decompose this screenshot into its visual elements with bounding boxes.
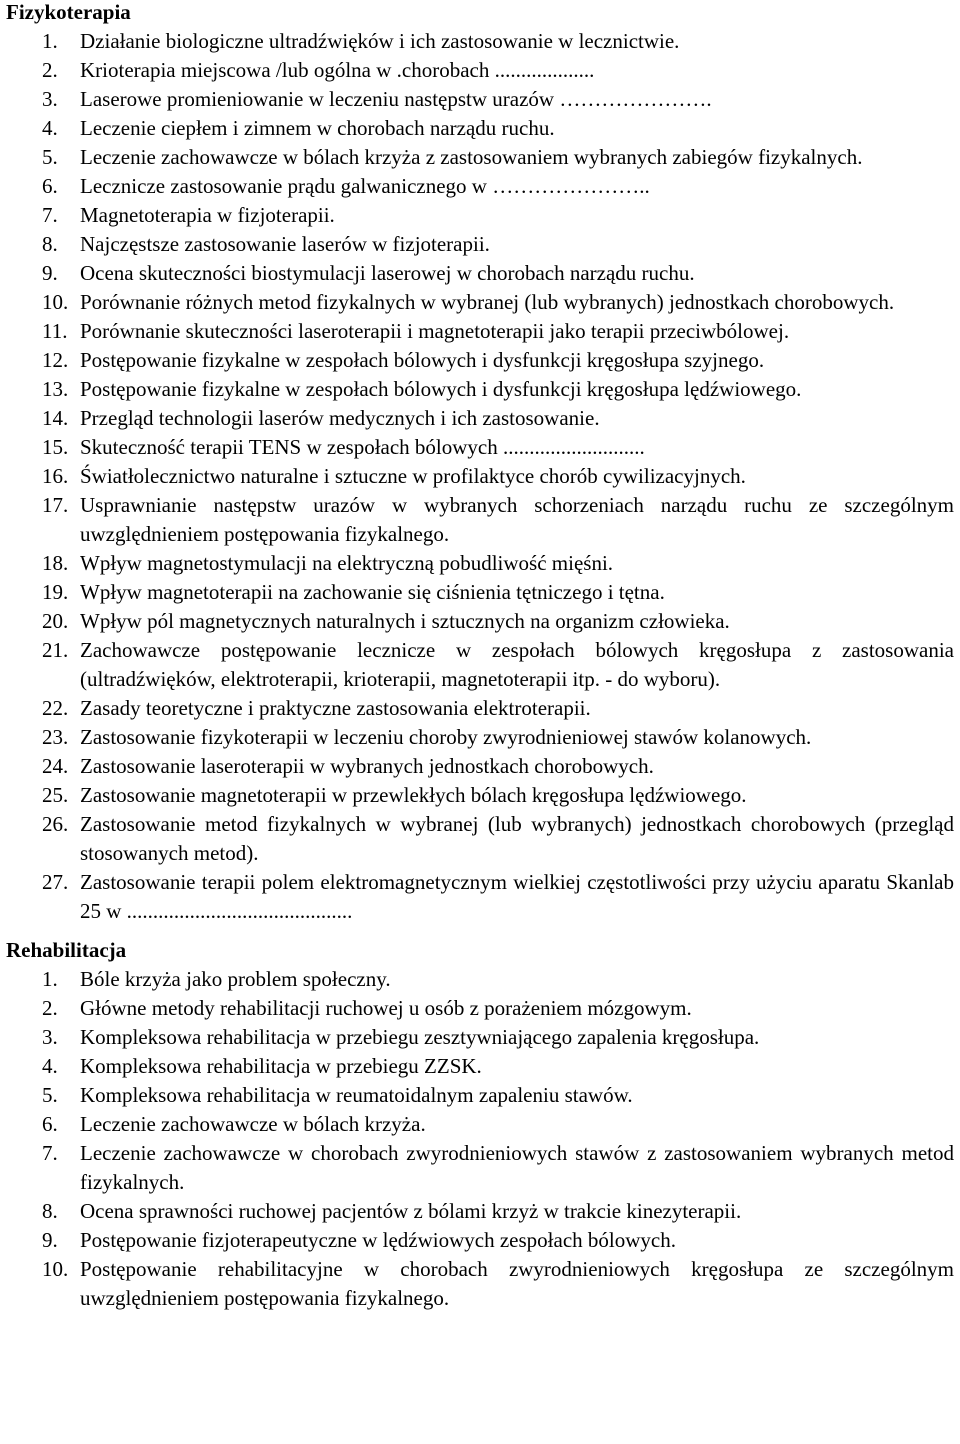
list-item [6,868,954,926]
list-item-text: Ocena sprawności ruchowej pacjentów z bólami krzyż w trakcie kinezyterapii. [80,1199,742,1223]
list-item-number-text: 26. [42,812,69,836]
list-item-number [6,1023,80,1052]
list-item-text: Postępowanie fizykalne w zespołach bólowych i dysfunkcji kręgosłupa szyjnego. [80,348,765,372]
list-item-text: Postępowanie fizykalne w zespołach bólowych i dysfunkcji kręgosłupa lędźwiowego. [80,377,802,401]
list-item-number-text: 21. [42,638,69,662]
list-item-number-text: 10. [42,290,69,314]
list-item [6,1197,954,1226]
list-item-number-text: 14. [42,406,69,430]
list-item-text: Wpływ magnetostymulacji na elektryczną pobudliwość mięśni. [80,551,614,575]
list-item-text: Zastosowanie terapii polem elektromagnetycznym wielkiej częstotliwości przy użyciu aparatu Skanlab 25 w ........................................... [80,870,954,923]
list-item-number [6,781,80,810]
list-item-number-text: 4. [42,1054,58,1078]
list-item-text: Skuteczność terapii TENS w zespołach bólowych ........................... [80,435,645,459]
list-item-text: Zastosowanie metod fizykalnych w wybranej (lub wybranych) jednostkach chorobowych (przegląd stosowanych metod). [80,812,954,865]
list-item-number [6,288,80,317]
list-item-number-text: 5. [42,1083,58,1107]
list-item-number-text: 2. [42,58,58,82]
list-item [6,1052,954,1081]
list-item-number [6,172,80,201]
list-item-number-text: 10. [42,1257,69,1281]
list-item-number [6,994,80,1023]
list-item-text: Zasady teoretyczne i praktyczne zastosowania elektroterapii. [80,696,591,720]
list-item-number-text: 16. [42,464,69,488]
list-item-number-text: 11. [42,319,68,343]
list-item [6,994,954,1023]
list-item-text: Postępowanie rehabilitacyjne w chorobach zwyrodnieniowych kręgosłupa ze szczególnym uwzględnieniem postępowania fizykalnego. [80,1257,954,1310]
list-item-number-text: 8. [42,1199,58,1223]
list-item-text: Usprawnianie następstw urazów w wybranych schorzeniach narządu ruchu ze szczególnym uwzględnieniem postępowania fizykalnego. [80,493,954,546]
list-item-text: Lecznicze zastosowanie prądu galwanicznego w ………………….. [80,174,650,198]
list-item-number-text: 17. [42,493,69,517]
list-item-number-text: 5. [42,145,58,169]
list-item-text: Laserowe promieniowanie w leczeniu następstw urazów …………………. [80,87,712,111]
list-item [6,549,954,578]
list-item [6,56,954,85]
list-item-text: Leczenie zachowawcze w bólach krzyża z zastosowaniem wybranych zabiegów fizykalnych. [80,145,863,169]
list-item-number-text: 9. [42,261,58,285]
list-item-number-text: 20. [42,609,69,633]
list-item-number [6,375,80,404]
list-item [6,1255,954,1313]
list-item-number [6,491,80,520]
list-item-number-text: 1. [42,967,58,991]
list-item [6,433,954,462]
list-item [6,317,954,346]
list-item-number-text: 1. [42,29,58,53]
list-item [6,172,954,201]
list-item-text: Działanie biologiczne ultradźwięków i ich zastosowanie w lecznictwie. [80,29,680,53]
list-item-text: Leczenie zachowawcze w bólach krzyża. [80,1112,426,1136]
list-item-text: Zastosowanie laseroterapii w wybranych jednostkach chorobowych. [80,754,654,778]
list-item-number-text: 6. [42,1112,58,1136]
list-item-number [6,27,80,56]
list-item-number [6,1226,80,1255]
list-item-number [6,1197,80,1226]
list-item [6,114,954,143]
list-item-text: Kompleksowa rehabilitacja w reumatoidalnym zapaleniu stawów. [80,1083,633,1107]
list-item-number-text: 23. [42,725,69,749]
list-item-number [6,259,80,288]
list-item-text: Zastosowanie fizykoterapii w leczeniu choroby zwyrodnieniowej stawów kolanowych. [80,725,812,749]
list-item-number [6,56,80,85]
list-item-number-text: 7. [42,1141,58,1165]
list-item-text: Kompleksowa rehabilitacja w przebiegu zesztywniającego zapalenia kręgosłupa. [80,1025,760,1049]
list-item-text: Przegląd technologii laserów medycznych i ich zastosowanie. [80,406,600,430]
section-title-fizykoterapia: Fizykoterapia [6,0,131,24]
list-item [6,1226,954,1255]
list-item [6,143,954,172]
list-item-text: Zastosowanie magnetoterapii w przewlekłych bólach kręgosłupa lędźwiowego. [80,783,747,807]
list-item-number-text: 12. [42,348,69,372]
list-item-number [6,752,80,781]
list-item-text: Najczęstsze zastosowanie laserów w fizjoterapii. [80,232,490,256]
list-item-number-text: 22. [42,696,69,720]
list-item-number [6,1110,80,1139]
list-item-number [6,1081,80,1110]
list-item-number [6,636,80,665]
list-item [6,607,954,636]
list-item [6,259,954,288]
list-item [6,375,954,404]
list-item-number-text: 7. [42,203,58,227]
list-item-number-text: 27. [42,870,69,894]
list-item-number [6,346,80,375]
list-item-number-text: 9. [42,1228,58,1252]
list-item [6,288,954,317]
list-item-number-text: 8. [42,232,58,256]
list-item-number [6,868,80,897]
list-item [6,27,954,56]
list-item [6,1110,954,1139]
list-item-text: Porównanie różnych metod fizykalnych w wybranej (lub wybranych) jednostkach chorobowych. [80,290,895,314]
list-item [6,578,954,607]
list-item [6,346,954,375]
list-item-text: Ocena skuteczności biostymulacji laserowej w chorobach narządu ruchu. [80,261,695,285]
list-item-number [6,1052,80,1081]
list-item [6,723,954,752]
list-item-number-text: 19. [42,580,69,604]
list-item [6,1023,954,1052]
list-item-text: Kompleksowa rehabilitacja w przebiegu ZZSK. [80,1054,482,1078]
list-item [6,201,954,230]
list-item-number [6,1255,80,1284]
list-item-text: Główne metody rehabilitacji ruchowej u osób z porażeniem mózgowym. [80,996,692,1020]
list-item-number-text: 25. [42,783,69,807]
list-item-number [6,694,80,723]
list-item [6,965,954,994]
list-item-number [6,201,80,230]
list-item [6,491,954,549]
list-item-number [6,549,80,578]
list-item [6,462,954,491]
list-item-text: Wpływ pól magnetycznych naturalnych i sztucznych na organizm człowieka. [80,609,730,633]
list-item [6,781,954,810]
list-item-text: Postępowanie fizjoterapeutyczne w lędźwiowych zespołach bólowych. [80,1228,676,1252]
list-item-text: Magnetoterapia w fizjoterapii. [80,203,335,227]
list-item-number [6,578,80,607]
list-item-text: Krioterapia miejscowa /lub ogólna w .chorobach ................... [80,58,595,82]
list-item-number [6,1139,80,1168]
list-item-number [6,462,80,491]
list-item-text: Leczenie zachowawcze w chorobach zwyrodnieniowych stawów z zastosowaniem wybranych metod fizykalnych. [80,1141,954,1194]
list-item [6,694,954,723]
list-item-number [6,723,80,752]
list-item-number [6,607,80,636]
list-item-number [6,433,80,462]
list-item [6,404,954,433]
list-item-number-text: 4. [42,116,58,140]
list-item-number [6,230,80,259]
list-item [6,85,954,114]
list-item [6,752,954,781]
list-item-number [6,143,80,172]
list-item-number [6,965,80,994]
list-item-number-text: 6. [42,174,58,198]
section-title-rehabilitacja: Rehabilitacja [6,938,127,962]
list-item [6,1081,954,1110]
list-item [6,636,954,694]
list-item [6,1139,954,1197]
list-item-text: Wpływ magnetoterapii na zachowanie się ciśnienia tętniczego i tętna. [80,580,665,604]
list-item-number [6,85,80,114]
topic-list-rehabilitacja [6,965,954,1313]
list-item-number [6,404,80,433]
list-item-number-text: 15. [42,435,69,459]
topic-list-fizykoterapia [6,27,954,926]
list-item-text: Leczenie ciepłem i zimnem w chorobach narządu ruchu. [80,116,555,140]
list-item-number-text: 2. [42,996,58,1020]
list-item-text: Bóle krzyża jako problem społeczny. [80,967,391,991]
list-item-number-text: 13. [42,377,69,401]
list-item-number [6,317,80,346]
list-item-number-text: 24. [42,754,69,778]
list-item [6,230,954,259]
list-item-number-text: 3. [42,1025,58,1049]
list-item-number-text: 3. [42,87,58,111]
list-item-text: Porównanie skuteczności laseroterapii i magnetoterapii jako terapii przeciwbólowej. [80,319,790,343]
list-item-text: Zachowawcze postępowanie lecznicze w zespołach bólowych kręgosłupa z zastosowania (ultradźwięków, elektroterapii, krioterapii, magnetoterapii itp. - do wyboru). [80,638,954,691]
list-item-number-text: 18. [42,551,69,575]
list-item-number [6,114,80,143]
list-item [6,810,954,868]
list-item-number [6,810,80,839]
list-item-text: Światłolecznictwo naturalne i sztuczne w profilaktyce chorób cywilizacyjnych. [80,464,746,488]
